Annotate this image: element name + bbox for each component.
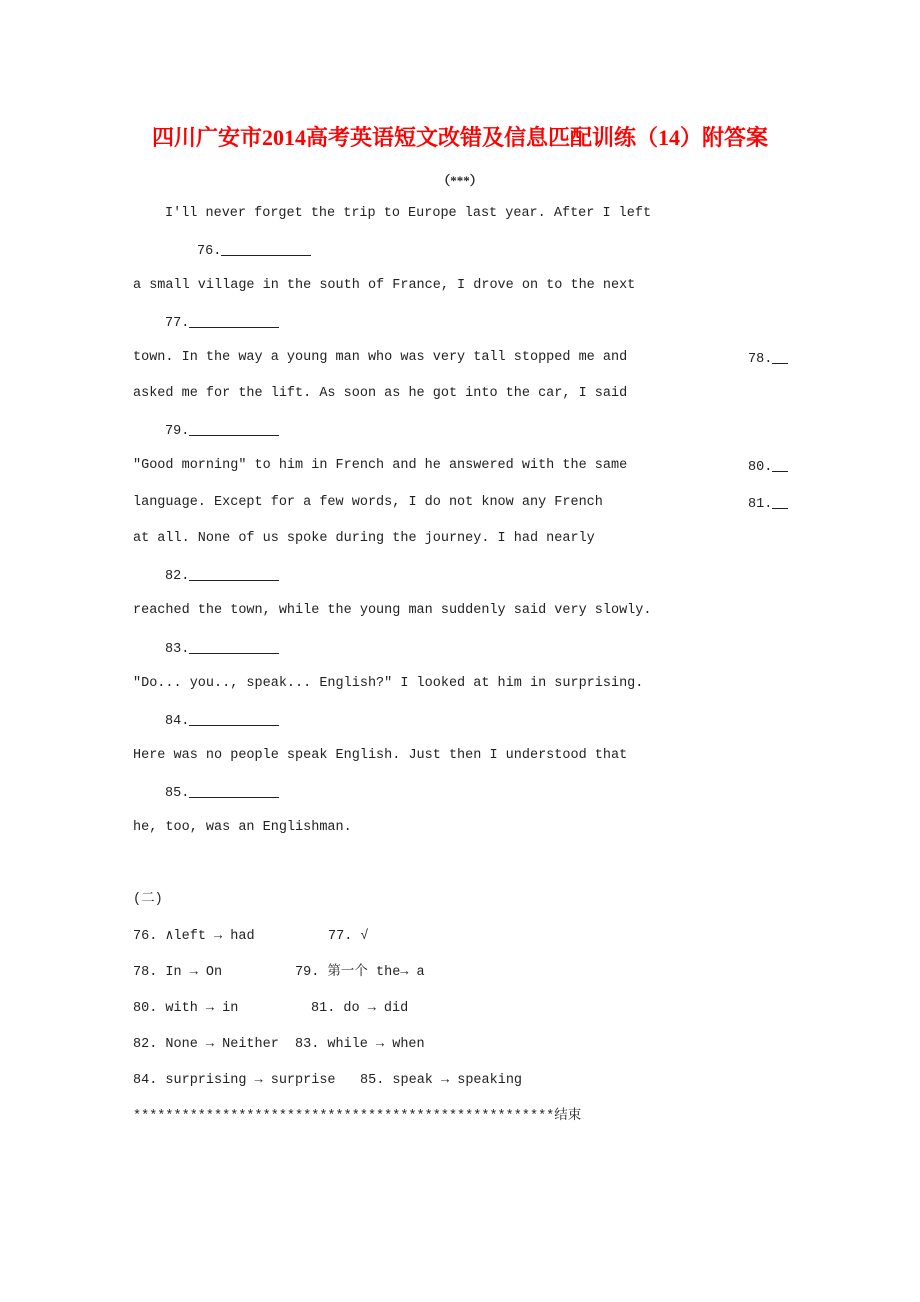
passage-line: at all. None of us spoke during the journey. I had nearly [133, 531, 595, 546]
passage-line: a small village in the south of France, I drove on to the next [133, 278, 636, 293]
answer-item: 83. while → when [295, 1037, 425, 1052]
answer-item: 80. with → in [133, 1001, 239, 1016]
blank-84 [165, 711, 279, 731]
document-subtitle: （***） [437, 173, 483, 188]
blank-76 [197, 241, 311, 261]
blank-81 [748, 494, 788, 514]
passage-line: I'll never forget the trip to Europe last year. After I left [165, 206, 652, 221]
answer-item: 79. 第一个 the→ a [295, 965, 425, 980]
answer-item: 81. do → did [311, 1001, 409, 1016]
passage-line: "Good morning" to him in French and he answered with the same [133, 458, 628, 473]
blank-85 [165, 783, 279, 803]
blank-number: 80. [748, 460, 773, 475]
blank-number: 78. [748, 352, 773, 367]
blank-number: 83. [165, 642, 190, 657]
blank-number: 84. [165, 714, 190, 729]
passage-line: "Do... you.., speak... English?" I looked at him in surprising. [133, 676, 644, 691]
blank-number: 81. [748, 497, 773, 512]
passage-line: Here was no people speak English. Just then I understood that [133, 748, 628, 763]
answer-item: 82. None → Neither [133, 1037, 279, 1052]
passage-line: language. Except for a few words, I do not know any French [133, 495, 603, 510]
passage-line: asked me for the lift. As soon as he got into the car, I said [133, 386, 628, 401]
document-title: 四川广安市2014高考英语短文改错及信息匹配训练（14）附答案 [151, 125, 768, 150]
answer-item: 78. In → On [133, 965, 223, 980]
blank-80 [748, 457, 788, 477]
passage-line: he, too, was an Englishman. [133, 820, 352, 835]
answer-item: 76. ∧left → had [133, 929, 255, 944]
answer-item: 77. √ [328, 929, 369, 944]
answers-heading: (二) [133, 892, 163, 907]
blank-82 [165, 566, 279, 586]
answer-item: 85. speak → speaking [360, 1073, 523, 1088]
blank-number: 77. [165, 316, 190, 331]
answer-item: 84. surprising → surprise [133, 1073, 336, 1088]
blank-79 [165, 421, 279, 441]
passage-line: town. In the way a young man who was very tall stopped me and [133, 350, 628, 365]
blank-78 [748, 349, 788, 369]
blank-77 [165, 313, 279, 333]
passage-line: reached the town, while the young man suddenly said very slowly. [133, 603, 652, 618]
blank-number: 79. [165, 424, 190, 439]
end-line: ****************************************************结束 [133, 1109, 582, 1124]
blank-number: 85. [165, 786, 190, 801]
blank-number: 82. [165, 569, 190, 584]
blank-83 [165, 639, 279, 659]
blank-number: 76. [197, 244, 222, 259]
